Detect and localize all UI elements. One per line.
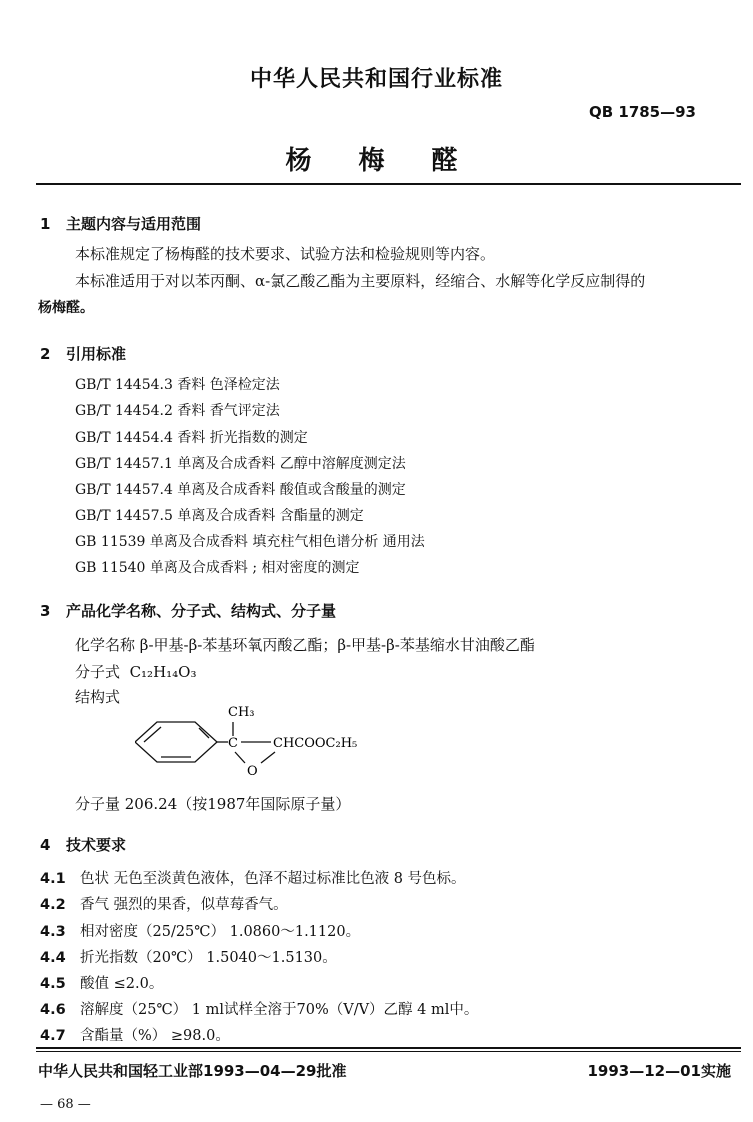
section-1-para-1: 本标准规定了杨梅醛的技术要求、试验方法和检验规则等内容。 [75, 245, 496, 263]
requirement-text: 相对密度（25/25℃） 1.0860～1.1120。 [80, 924, 361, 940]
requirement-number: 4.1 [40, 871, 66, 887]
molecular-weight: 分子量 206.24（按1987年国际原子量） [75, 795, 351, 813]
requirement-number: 4.3 [40, 924, 66, 940]
page-number: — 68 — [40, 1097, 91, 1112]
struct-ch3: CH₃ [228, 705, 255, 720]
reference-item: GB/T 14454.4 香料 折光指数的测定 [75, 430, 308, 446]
struct-c: C [228, 736, 238, 751]
structure-label: 结构式 [75, 688, 121, 706]
requirement-item [40, 893, 288, 914]
formula-line [75, 661, 196, 682]
reference-item: GB/T 14454.3 香料 色泽检定法 [75, 377, 280, 393]
reference-item: GB/T 14454.2 香料 香气评定法 [75, 403, 280, 419]
requirement-item [40, 972, 163, 993]
bottom-divider-thin [36, 1051, 741, 1052]
chemical-name: 化学名称 β-甲基-β-苯基环氧丙酸乙酯；β-甲基-β-苯基缩水甘油酸乙酯 [75, 636, 535, 654]
section-3-number: 3 [40, 602, 51, 620]
section-4-heading [40, 834, 126, 855]
standard-number: QB 1785—93 [588, 103, 696, 121]
requirement-number: 4.4 [40, 950, 66, 966]
bottom-divider [36, 1047, 741, 1049]
requirement-number: 4.2 [40, 897, 66, 913]
requirement-item [40, 920, 360, 941]
requirement-text: 酸值 ≤2.0。 [80, 976, 164, 992]
bond-o-ch [261, 752, 275, 763]
bond-c-o [235, 752, 245, 763]
section-1-title: 主题内容与适用范围 [66, 215, 202, 233]
requirement-item [40, 998, 478, 1019]
section-3-heading [40, 600, 336, 621]
requirement-number: 4.6 [40, 1002, 66, 1018]
struct-chain: CHCOOC₂H₅ [273, 736, 358, 751]
document-title: 杨 梅 醛 [285, 146, 468, 176]
section-4-title: 技术要求 [66, 836, 127, 854]
section-4-number: 4 [40, 836, 51, 854]
issuer-heading: 中华人民共和国行业标准 [249, 67, 503, 92]
reference-item: GB/T 14457.4 单离及合成香料 酸值或含酸量的测定 [75, 482, 406, 498]
top-divider [36, 183, 741, 185]
requirement-text: 色状 无色至淡黄色液体，色泽不超过标准比色液 8 号色标。 [80, 871, 466, 887]
requirement-text: 溶解度（25℃） 1 ml试样全溶于70%（V/V）乙醇 4 ml中。 [80, 1002, 479, 1018]
requirement-item [40, 946, 337, 967]
effective-date: 1993—12—01实施 [587, 1062, 731, 1080]
section-3-title: 产品化学名称、分子式、结构式、分子量 [66, 602, 337, 620]
section-2-number: 2 [40, 345, 51, 363]
requirement-text: 香气 强烈的果香，似草莓香气。 [80, 897, 288, 913]
reference-item: GB/T 14457.5 单离及合成香料 含酯量的测定 [75, 508, 364, 524]
section-1-heading [40, 213, 201, 234]
requirement-number: 4.7 [40, 1028, 66, 1044]
molecular-formula: C₁₂H₁₄O₃ [129, 663, 197, 681]
requirement-number: 4.5 [40, 976, 66, 992]
struct-o: O [247, 764, 258, 779]
reference-item: GB 11540 单离及合成香料 ; 相对密度的测定 [75, 560, 360, 576]
requirement-text: 折光指数（20℃） 1.5040～1.5130。 [80, 950, 337, 966]
section-2-heading [40, 343, 126, 364]
requirement-text: 含酯量（%） ≥98.0。 [80, 1028, 230, 1044]
requirement-item [40, 1024, 230, 1045]
reference-item: GB 11539 单离及合成香料 填充柱气相色谱分析 通用法 [75, 534, 425, 550]
section-1-number: 1 [40, 215, 51, 233]
formula-label: 分子式 [75, 663, 121, 681]
reference-item: GB/T 14457.1 单离及合成香料 乙醇中溶解度测定法 [75, 456, 406, 472]
section-1-para-2-cont: 杨梅醛。 [38, 300, 94, 316]
section-2-title: 引用标准 [66, 345, 127, 363]
benzene-ring [135, 722, 217, 762]
requirement-item [40, 867, 466, 888]
section-1-para-2: 本标准适用于对以苯丙酮、α-氯乙酸乙酯为主要原料，经缩合、水解等化学反应制得的 [75, 272, 646, 290]
approval-line: 中华人民共和国轻工业部1993—04—29批准 [38, 1062, 347, 1080]
structural-formula [135, 700, 395, 785]
